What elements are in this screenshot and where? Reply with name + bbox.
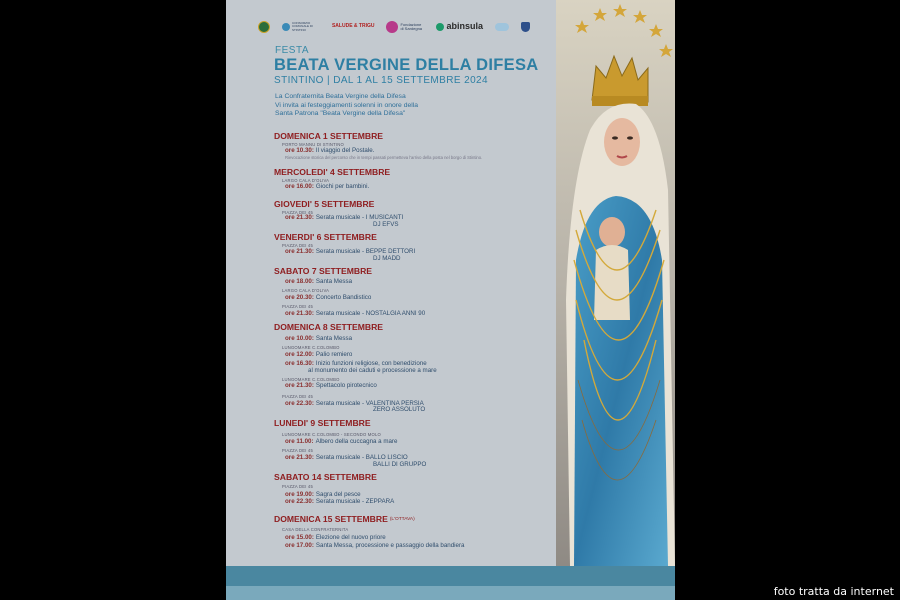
event-text: Santa Messa bbox=[315, 335, 353, 342]
day-heading-label: DOMENICA 15 SETTEMBRE bbox=[274, 514, 388, 524]
event-item bbox=[285, 248, 415, 255]
invitation-text bbox=[275, 93, 525, 119]
event-dates: STINTINO | DAL 1 AL 15 SETTEMBRE 2024 bbox=[274, 75, 488, 86]
invite-line: Vi invita ai festeggiamenti solenni in onore della bbox=[275, 101, 419, 109]
event-item bbox=[285, 438, 397, 445]
event-note: Rievocazione storica del percorso che in tempi passati permetteva l'arrivo della posta nel borgo di Stintino. bbox=[285, 155, 483, 160]
abinsula-logo: abinsula bbox=[436, 22, 483, 32]
event-item bbox=[285, 147, 374, 154]
event-time: ore 16.30: bbox=[285, 360, 314, 367]
event-location: LUNGOMARE C.COLOMBO - SECONDO MOLO bbox=[282, 432, 381, 437]
event-time: ore 16.00: bbox=[285, 183, 314, 190]
event-item bbox=[285, 454, 408, 461]
event-item bbox=[285, 382, 377, 389]
day-heading: SABATO 7 SETTEMBRE bbox=[274, 266, 373, 276]
shield-logo-icon bbox=[521, 22, 530, 32]
event-location: PIAZZA DEI 45 bbox=[282, 304, 313, 309]
event-item bbox=[285, 498, 394, 505]
event-time: ore 20.30: bbox=[285, 294, 314, 301]
event-item bbox=[285, 351, 352, 358]
event-item bbox=[285, 294, 371, 301]
day-heading: LUNEDI' 9 SETTEMBRE bbox=[274, 418, 371, 428]
event-text: Giochi per bambini. bbox=[315, 183, 370, 190]
event-text: Concerto Bandistico bbox=[315, 294, 372, 301]
event-time: ore 21.30: bbox=[285, 382, 314, 389]
invite-line: Santa Patrona "Beata Vergine della Difesa" bbox=[275, 110, 406, 117]
event-text: Sagra del pesce bbox=[315, 491, 361, 498]
event-text: Elezione del nuovo priore bbox=[315, 534, 386, 541]
event-text: Santa Messa, processione e passaggio della bandiera bbox=[315, 542, 465, 549]
event-location: PIAZZA DEI 45 bbox=[282, 210, 313, 215]
festa-label: FESTA bbox=[275, 45, 309, 56]
event-time: ore 12.00: bbox=[285, 351, 314, 358]
madonna-statue-image bbox=[556, 0, 675, 566]
comune-crest-logo bbox=[258, 21, 270, 33]
consorzio-logo: CONSORZIO COMUNALE DI STINTINO bbox=[282, 22, 320, 32]
event-item bbox=[285, 335, 352, 342]
event-location: PIAZZA DEI 45 bbox=[282, 484, 313, 489]
invite-line: La Confraternita Beata Vergine della Difesa bbox=[275, 93, 406, 100]
event-subtext: BALLI DI GRUPPO bbox=[373, 461, 427, 468]
event-text: Serata musicale - I MUSICANTI bbox=[315, 214, 404, 221]
event-time: ore 10.30: bbox=[285, 147, 314, 154]
event-text: Il viaggio del Postale. bbox=[315, 147, 375, 154]
event-time: ore 21.30: bbox=[285, 248, 314, 255]
event-text: Serata musicale - VALENTINA PERSIA bbox=[315, 400, 424, 407]
event-time: ore 15.00: bbox=[285, 534, 314, 541]
event-time: ore 21.30: bbox=[285, 310, 314, 317]
event-time: ore 10.00: bbox=[285, 335, 314, 342]
event-text: Serata musicale - NOSTALGIA ANNI 90 bbox=[315, 310, 426, 317]
event-subtext: DJ MADD bbox=[373, 255, 401, 262]
event-item bbox=[285, 542, 465, 549]
event-location: LUNGOMARE C.COLOMBO bbox=[282, 377, 340, 382]
event-item bbox=[285, 278, 352, 285]
day-heading: DOMENICA 1 SETTEMBRE bbox=[274, 131, 384, 141]
event-time: ore 22.30: bbox=[285, 400, 314, 407]
event-location: PORTO MANNU DI STINTINO bbox=[282, 142, 344, 147]
event-time: ore 21.30: bbox=[285, 454, 314, 461]
event-location: LARGO CALA D'OLIVA bbox=[282, 178, 330, 183]
event-time: ore 21.30: bbox=[285, 214, 314, 221]
event-time: ore 22.30: bbox=[285, 498, 314, 505]
fondazione-sardegna-logo: Fondazione di Sardegna bbox=[386, 21, 424, 33]
day-heading bbox=[274, 514, 415, 524]
event-subtext: DJ EFVS bbox=[373, 221, 399, 228]
event-text: Inizio funzioni religiose, con benedizione bbox=[315, 360, 427, 367]
event-item bbox=[285, 310, 425, 317]
event-text: Palio remiero bbox=[315, 351, 353, 358]
event-subtext: ZERO ASSOLUTO bbox=[373, 406, 426, 413]
event-item bbox=[285, 491, 361, 498]
event-item bbox=[285, 534, 386, 541]
event-time: ore 17.00: bbox=[285, 542, 314, 549]
day-heading: SABATO 14 SETTEMBRE bbox=[274, 472, 377, 482]
day-heading: GIOVEDI' 5 SETTEMBRE bbox=[274, 199, 375, 209]
event-location: LARGO CALA D'OLIVA bbox=[282, 288, 330, 293]
poster-footer-strip bbox=[226, 566, 675, 586]
event-location: PIAZZA DEI 45 bbox=[282, 448, 313, 453]
event-text: Santa Messa bbox=[315, 278, 353, 285]
photo-credit: foto tratta da internet bbox=[773, 585, 894, 598]
event-text: Spettacolo pirotecnico bbox=[315, 382, 377, 389]
day-heading: MERCOLEDI' 4 SETTEMBRE bbox=[274, 167, 391, 177]
event-location: LUNGOMARE C.COLOMBO bbox=[282, 345, 340, 350]
event-location: PIAZZA DEI 45 bbox=[282, 243, 313, 248]
day-heading: VENERDI' 6 SETTEMBRE bbox=[274, 232, 377, 242]
event-item bbox=[285, 183, 369, 190]
event-subtext: al monumento dei caduti e processione a mare bbox=[308, 367, 437, 374]
event-text: Serata musicale - BEPPE DETTORI bbox=[315, 248, 416, 255]
event-time: ore 18.00: bbox=[285, 278, 314, 285]
event-time: ore 19.00: bbox=[285, 491, 314, 498]
event-item bbox=[285, 360, 427, 367]
event-time: ore 11.00: bbox=[285, 438, 314, 445]
day-tag: (L'OTTAVA) bbox=[389, 517, 415, 522]
sponsor-bar bbox=[258, 14, 530, 40]
event-location: CASA DELLA CONFRATERNITA bbox=[282, 527, 349, 532]
event-item bbox=[285, 214, 403, 221]
event-title: BEATA VERGINE DELLA DIFESA bbox=[274, 56, 539, 74]
salude-trigu-logo: SALUDE & TRIGU bbox=[331, 23, 375, 30]
event-text: Serata musicale - ZEPPARA bbox=[315, 498, 395, 505]
poster-footer-strip-light bbox=[226, 586, 675, 600]
cloud-logo-icon bbox=[495, 23, 509, 31]
event-location: PIAZZA DEI 45 bbox=[282, 394, 313, 399]
day-heading: DOMENICA 8 SETTEMBRE bbox=[274, 322, 384, 332]
event-text: Serata musicale - BALLO LISCIO bbox=[315, 454, 408, 461]
event-text: Albero della cuccagna a mare bbox=[315, 438, 398, 445]
